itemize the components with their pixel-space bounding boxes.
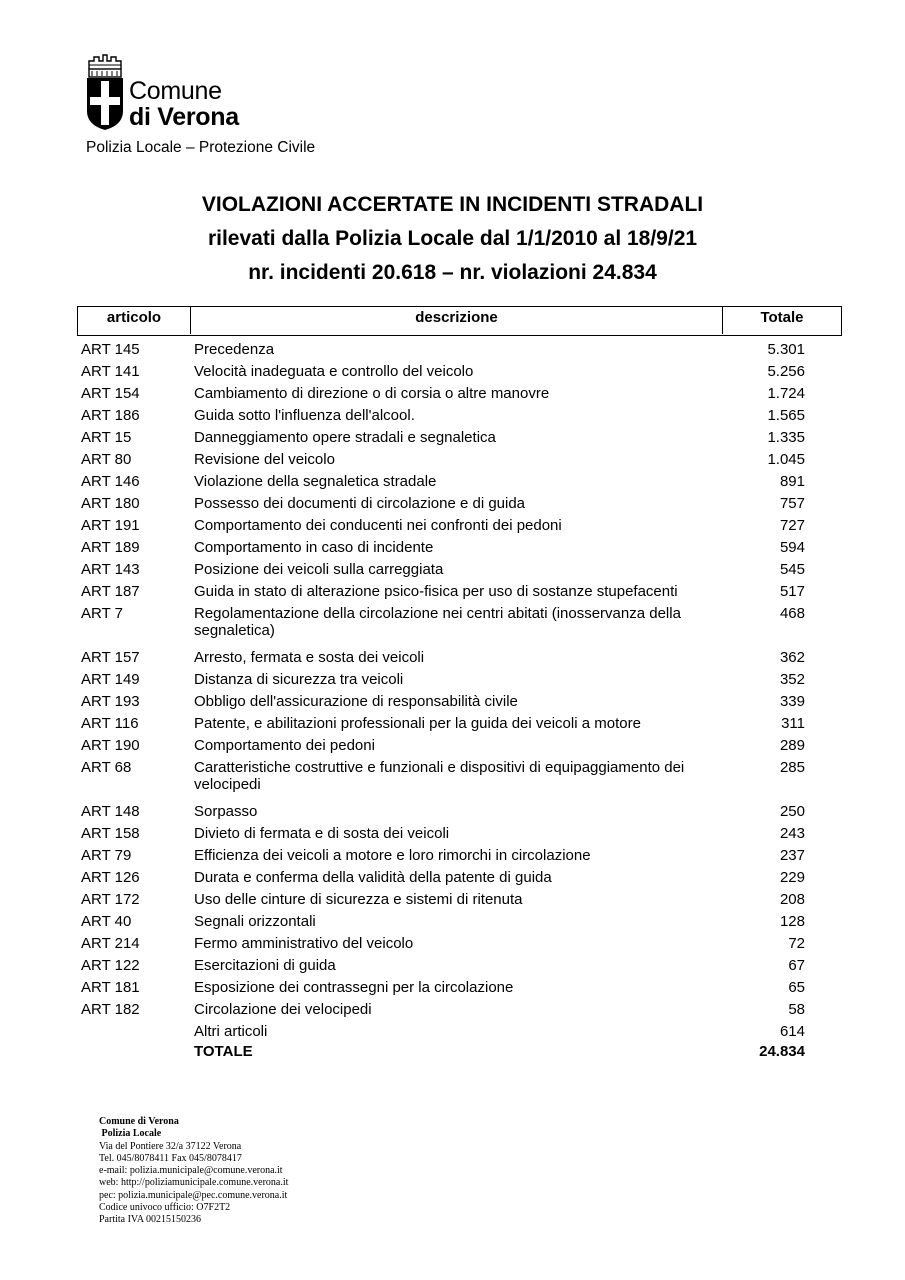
- footer-line: e-mail: polizia.municipale@comune.verona.it: [99, 1165, 283, 1177]
- comune-logo: [84, 52, 274, 132]
- cell-descrizione: Sorpasso: [194, 803, 258, 820]
- cell-totale: 5.256: [767, 363, 805, 380]
- cell-descrizione: Divieto di fermata e di sosta dei veicoli: [194, 825, 450, 842]
- cell-descrizione: Obbligo dell'assicurazione di responsabilità civile: [194, 693, 518, 710]
- cell-articolo: ART 189: [81, 539, 140, 556]
- cell-articolo: ART 15: [81, 429, 132, 446]
- title-line-3: nr. incidenti 20.618 – nr. violazioni 24.834: [248, 261, 657, 284]
- comune-name: Comune: [129, 77, 222, 105]
- cell-descrizione: Comportamento dei pedoni: [194, 737, 375, 754]
- cell-articolo: ART 145: [81, 341, 140, 358]
- cell-articolo: ART 191: [81, 517, 140, 534]
- cell-descrizione: Possesso dei documenti di circolazione e di guida: [194, 495, 526, 512]
- title-line-1: VIOLAZIONI ACCERTATE IN INCIDENTI STRADALI: [201, 193, 704, 216]
- cell-descrizione: Revisione del veicolo: [194, 451, 335, 468]
- cell-articolo: ART 126: [81, 869, 140, 886]
- table-row: [81, 603, 841, 647]
- cell-totale: 1.045: [767, 451, 805, 468]
- footer-line: Tel. 045/8078411 Fax 045/8078417: [99, 1152, 242, 1164]
- cell-totale: 289: [779, 737, 805, 754]
- cell-totale: 5.301: [767, 341, 805, 358]
- cell-articolo: ART 7: [81, 605, 123, 622]
- cell-totale: 1.565: [767, 407, 805, 424]
- cell-articolo: ART 146: [81, 473, 140, 490]
- table-row: [81, 713, 841, 735]
- table-header: [77, 306, 842, 336]
- footer-line: pec: polizia.municipale@pec.comune.verona.it: [99, 1189, 288, 1201]
- table-row: [81, 493, 841, 515]
- table-row: [81, 427, 841, 449]
- cell-totale: 243: [779, 825, 805, 842]
- cell-totale: 67: [788, 957, 805, 974]
- cell-descrizione: Fermo amministrativo del veicolo: [194, 935, 414, 952]
- cell-totale: 339: [779, 693, 805, 710]
- cell-articolo: ART 80: [81, 451, 132, 468]
- footer-line: web: http://poliziamunicipale.comune.verona.it: [99, 1177, 289, 1189]
- table-row: [81, 669, 841, 691]
- cell-articolo: ART 141: [81, 363, 140, 380]
- cell-descrizione: Uso delle cinture di sicurezza e sistemi di ritenuta: [194, 891, 523, 908]
- table-row: [81, 977, 841, 999]
- cell-articolo: ART 190: [81, 737, 140, 754]
- crown-icon: [86, 52, 124, 78]
- cell-descrizione: Danneggiamento opere stradali e segnaletica: [194, 429, 496, 446]
- cell-articolo: ART 116: [81, 715, 139, 732]
- cell-articolo: ART 154: [81, 385, 140, 402]
- cell-articolo: ART 122: [81, 957, 140, 974]
- column-header-totale: Totale: [760, 309, 804, 326]
- cell-descrizione: Precedenza: [194, 341, 275, 358]
- table-row: [81, 823, 841, 845]
- cell-articolo: ART 149: [81, 671, 140, 688]
- cell-totale: 1.724: [767, 385, 805, 402]
- cell-articolo: ART 186: [81, 407, 140, 424]
- table-row: [81, 691, 841, 713]
- table-row: [81, 471, 841, 493]
- cell-totale: 594: [779, 539, 805, 556]
- table-row: [81, 405, 841, 427]
- cell-descrizione: Arresto, fermata e sosta dei veicoli: [194, 649, 425, 666]
- table-row: [81, 339, 841, 361]
- cell-totale: 727: [779, 517, 805, 534]
- table-row: [81, 383, 841, 405]
- table-row: [81, 757, 841, 801]
- table-row: [81, 911, 841, 933]
- cell-totale: 250: [779, 803, 805, 820]
- cell-descrizione: Esercitazioni di guida: [194, 957, 336, 974]
- cell-descrizione: Altri articoli: [194, 1023, 268, 1040]
- cell-articolo: ART 180: [81, 495, 140, 512]
- total-label: TOTALE: [194, 1043, 253, 1060]
- document-title: [0, 188, 905, 290]
- table-row: [81, 559, 841, 581]
- table-row: [81, 845, 841, 867]
- table-body: [81, 339, 841, 1061]
- column-header-articolo: articolo: [106, 309, 162, 326]
- table-row: [81, 999, 841, 1021]
- cell-articolo: ART 193: [81, 693, 140, 710]
- cell-descrizione: Velocità inadeguata e controllo del veicolo: [194, 363, 474, 380]
- cell-articolo: ART 187: [81, 583, 140, 600]
- table-row: [81, 933, 841, 955]
- cell-descrizione: Comportamento in caso di incidente: [194, 539, 434, 556]
- footer-line: Partita IVA 00215150236: [99, 1214, 202, 1226]
- footer-line: Comune di Verona: [99, 1116, 179, 1127]
- shield-icon: [86, 77, 124, 131]
- column-header-descrizione: descrizione: [190, 307, 723, 334]
- cell-totale: 237: [779, 847, 805, 864]
- cell-descrizione: Posizione dei veicoli sulla carreggiata: [194, 561, 444, 578]
- cell-articolo: ART 148: [81, 803, 140, 820]
- cell-descrizione: Patente, e abilitazioni professionali per la guida dei veicoli a motore: [194, 715, 641, 732]
- footer-address: [99, 1116, 288, 1227]
- cell-descrizione: Segnali orizzontali: [194, 913, 316, 930]
- cell-descrizione: Durata e conferma della validità della patente di guida: [194, 869, 552, 886]
- cell-totale: 208: [779, 891, 805, 908]
- table-row: [81, 361, 841, 383]
- cell-totale: 311: [781, 715, 805, 732]
- cell-totale: 468: [779, 605, 805, 622]
- table-row: [81, 1021, 841, 1043]
- cell-descrizione: Guida in stato di alterazione psico-fisica per uso di sostanze stupefacenti: [194, 583, 678, 600]
- cell-totale: 72: [788, 935, 805, 952]
- cell-totale: 285: [779, 759, 805, 776]
- cell-totale: 891: [779, 473, 805, 490]
- cell-totale: 757: [779, 495, 805, 512]
- cell-articolo: ART 79: [81, 847, 132, 864]
- total-value: 24.834: [759, 1043, 805, 1060]
- cell-totale: 517: [779, 583, 805, 600]
- cell-totale: 65: [788, 979, 805, 996]
- cell-descrizione: Distanza di sicurezza tra veicoli: [194, 671, 404, 688]
- table-row: [81, 515, 841, 537]
- footer-line: Polizia Locale: [99, 1128, 162, 1140]
- cell-descrizione: Caratteristiche costruttive e funzionali e dispositivi di equipaggiamento dei velocipedi: [194, 759, 685, 793]
- table-row: [81, 801, 841, 823]
- cell-totale: 362: [779, 649, 805, 666]
- cell-totale: 58: [788, 1001, 805, 1018]
- cell-totale: 128: [779, 913, 805, 930]
- cell-descrizione: Efficienza dei veicoli a motore e loro rimorchi in circolazione: [194, 847, 591, 864]
- table-row: [81, 955, 841, 977]
- cell-articolo: ART 40: [81, 913, 132, 930]
- table-row: [81, 867, 841, 889]
- cell-descrizione: Esposizione dei contrassegni per la circolazione: [194, 979, 514, 996]
- cell-totale: 614: [779, 1023, 805, 1040]
- cell-descrizione: Circolazione dei velocipedi: [194, 1001, 372, 1018]
- cell-articolo: ART 143: [81, 561, 140, 578]
- footer-line: Via del Pontiere 32/a 37122 Verona: [99, 1140, 242, 1152]
- cell-articolo: ART 158: [81, 825, 140, 842]
- cell-descrizione: Regolamentazione della circolazione nei centri abitati (inosservanza della segnaletica): [194, 605, 681, 639]
- cell-articolo: ART 68: [81, 759, 132, 776]
- table-row: [81, 449, 841, 471]
- cell-articolo: ART 182: [81, 1001, 140, 1018]
- title-line-2: rilevati dalla Polizia Locale dal 1/1/2010 al 18/9/21: [207, 227, 698, 250]
- cell-descrizione: Guida sotto l'influenza dell'alcool.: [194, 407, 415, 424]
- cell-descrizione: Violazione della segnaletica stradale: [194, 473, 437, 490]
- cell-descrizione: Comportamento dei conducenti nei confronti dei pedoni: [194, 517, 562, 534]
- table-row: [81, 537, 841, 559]
- cell-articolo: ART 214: [81, 935, 140, 952]
- table-row: [81, 581, 841, 603]
- cell-articolo: ART 172: [81, 891, 140, 908]
- cell-totale: 545: [779, 561, 805, 578]
- footer-line: Codice univoco ufficio: O7F2T2: [99, 1202, 231, 1214]
- table-row: [81, 889, 841, 911]
- table-row: [81, 647, 841, 669]
- cell-totale: 352: [779, 671, 805, 688]
- comune-city: di Verona: [129, 103, 239, 131]
- table-total-row: [81, 1043, 841, 1061]
- department-name: Polizia Locale – Protezione Civile: [86, 139, 316, 156]
- cell-articolo: ART 181: [81, 979, 140, 996]
- cell-descrizione: Cambiamento di direzione o di corsia o altre manovre: [194, 385, 550, 402]
- cell-totale: 229: [779, 869, 805, 886]
- cell-totale: 1.335: [767, 429, 805, 446]
- table-row: [81, 735, 841, 757]
- cell-articolo: ART 157: [81, 649, 140, 666]
